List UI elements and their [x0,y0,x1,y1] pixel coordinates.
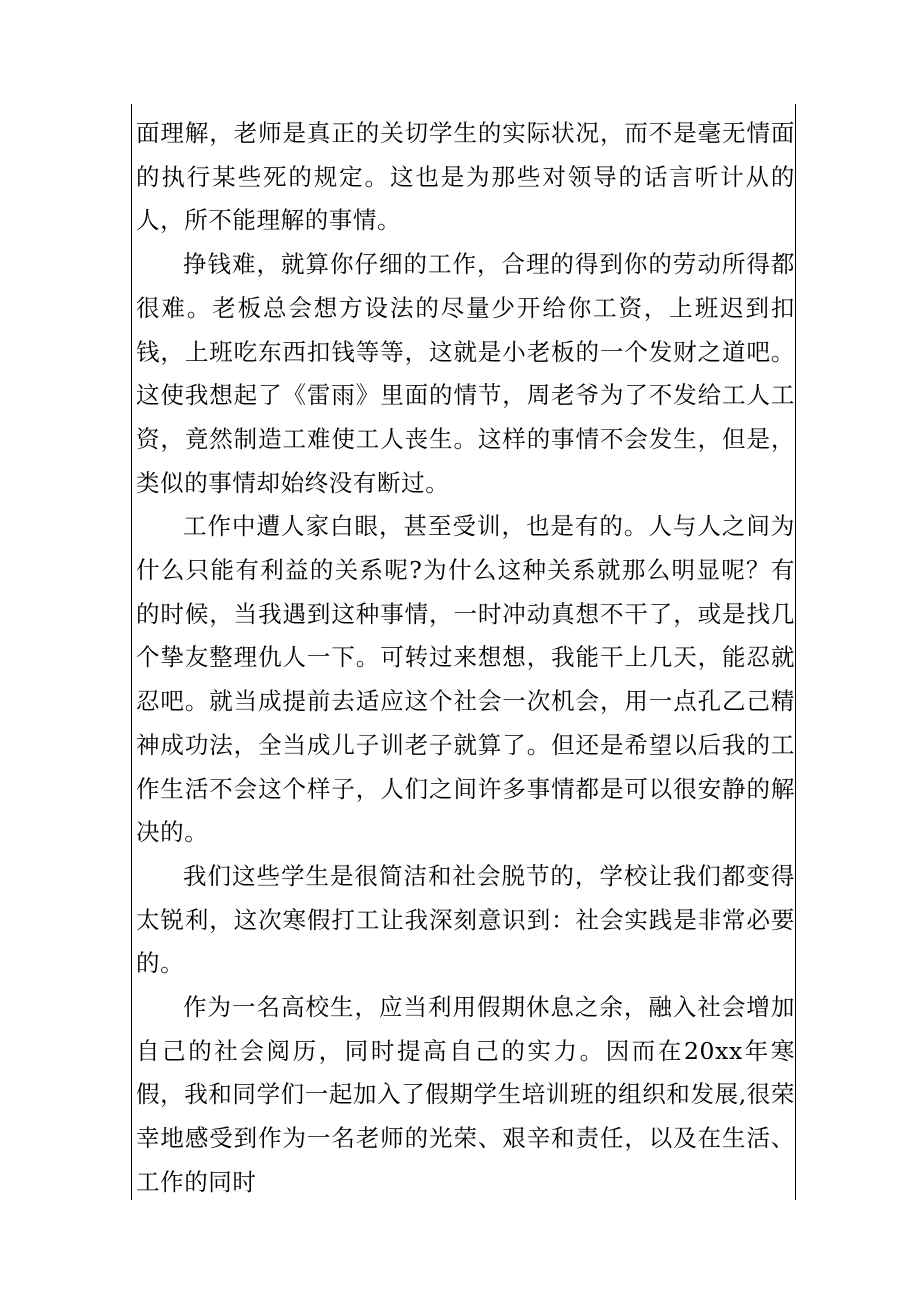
paragraph-1: 面理解，老师是真正的关切学生的实际状况，而不是毫无情面的执行某些死的规定。这也是为那些对领导的话言听计从的人，所不能理解的事情。 [136,119,795,235]
paragraph-3: 工作中遭人家白眼，甚至受训，也是有的。人与人之间为什么只能有利益的关系呢?为什么这种关系就那么明显呢？有的时候，当我遇到这种事情，一时冲动真想不干了，或是找几个挚友整理仇人一下。可转过来想想，我能干上几天，能忍就忍吧。就当成提前去适应这个社会一次机会，用一点孔乙己精神成功法，全当成儿子训老子就算了。但还是希望以后我的工作生活不会这个样子，人们之间许多事情都是可以很安静的解决的。 [136,512,795,847]
page-border-left [131,104,132,1200]
paragraph-4: 我们这些学生是很简洁和社会脱节的，学校让我们都变得太锐利，这次寒假打工让我深刻意识到：社会实践是非常必要的。 [136,861,795,978]
paragraph-2: 挣钱难，就算你仔细的工作，合理的得到你的劳动所得都很难。老板总会想方设法的尽量少开给你工资，上班迟到扣钱，上班吃东西扣钱等等，这就是小老板的一个发财之道吧。这使我想起了《雷雨》里面的情节，周老爷为了不发给工人工资，竟然制造工难使工人丧生。这样的事情不会发生，但是，类似的事情却始终没有断过。 [136,250,795,497]
document-body [136,112,795,1205]
paragraph-5: 作为一名高校生，应当利用假期休息之余，融入社会增加自己的社会阅历，同时提高自己的实力。因而在20xx年寒假，我和同学们一起加入了假期学生培训班的组织和发展,很荣幸地感受到作为一名老师的光荣、艰辛和责任，以及在生活、工作的同时 [136,993,795,1196]
page-border-right [795,104,796,1200]
